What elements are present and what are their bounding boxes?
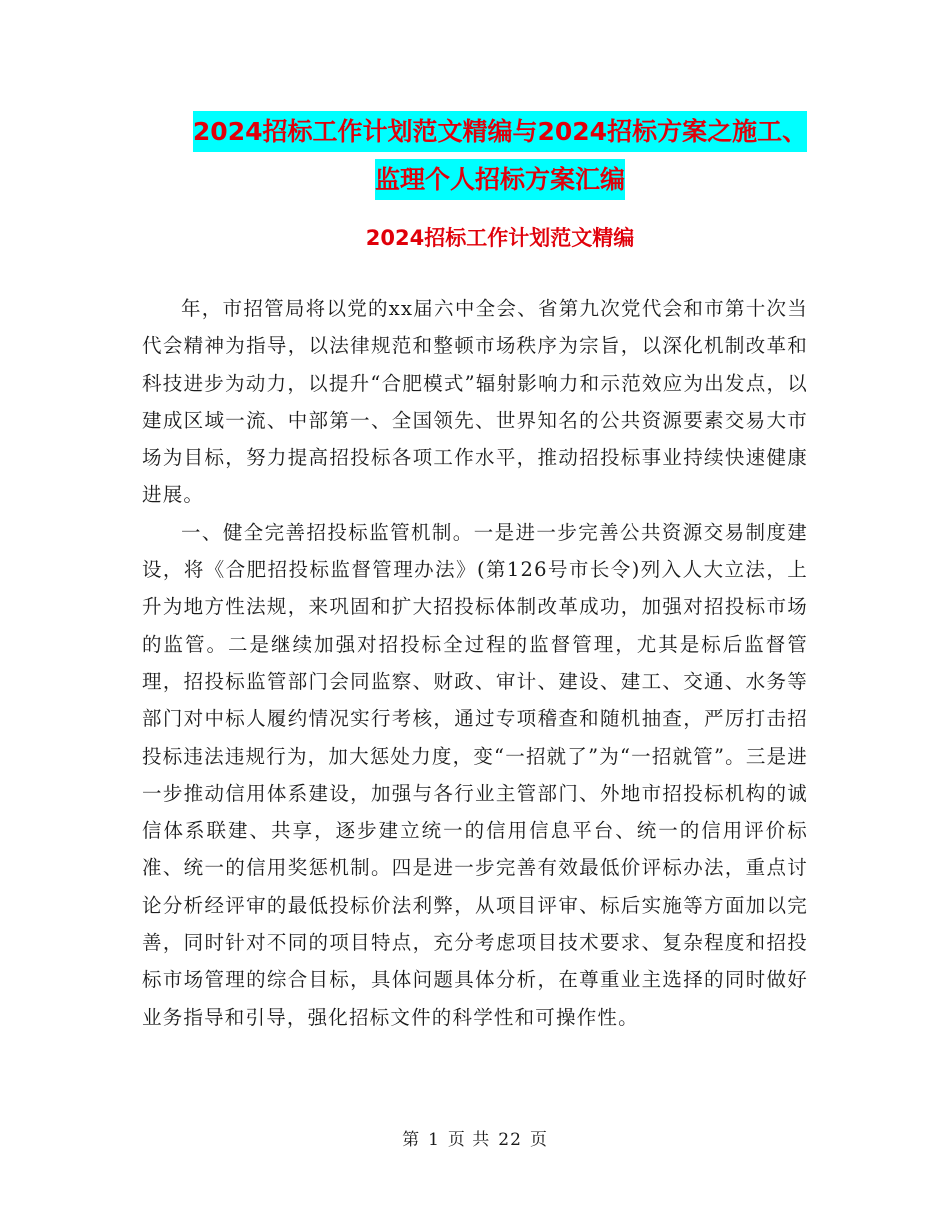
document-title-line-1: 2024招标工作计划范文精编与2024招标方案之施工、	[193, 111, 807, 152]
page-footer	[0, 1128, 950, 1152]
body-text	[142, 290, 808, 1036]
document-title-line-2: 监理个人招标方案汇编	[375, 159, 625, 200]
paragraph-intro: 年，市招管局将以党的xx届六中全会、省第九次党代会和市第十次当代会精神为指导，以法律规范和整顿市场秩序为宗旨，以深化机制改革和科技进步为动力，以提升“合肥模式”辐射影响力和示范效应为出发点，以建成区域一流、中部第一、全国领先、世界知名的公共资源要素交易大市场为目标，努力提高招投标各项工作水平，推动招投标事业持续快速健康进展。	[142, 297, 808, 507]
paragraph-section-one: 一、健全完善招投标监管机制。一是进一步完善公共资源交易制度建设，将《合肥招投标监督管理办法》(第126号市长令)列入人大立法，上升为地方性法规，来巩固和扩大招投标体制改革成功，加强对招投标市场的监管。二是继续加强对招投标全过程的监督管理，尤其是标后监督管理，招投标监管部门会同监察、财政、审计、建设、建工、交通、水务等部门对中标人履约情况实行考核，通过专项稽查和随机抽查，严厉打击招投标违法违规行为，加大惩处力度，变“一招就了”为“一招就管”。三是进一步推动信用体系建设，加强与各行业主管部门、外地市招投标机构的诚信体系联建、共享，逐步建立统一的信用信息平台、统一的信用评价标准、统一的信用奖惩机制。四是进一步完善有效最低价评标办法，重点讨论分析经评审的最低投标价法利弊，从项目评审、标后实施等方面加以完善，同时针对不同的项目特点，充分考虑项目技术要求、复杂程度和招投标市场管理的综合目标，具体问题具体分析，在尊重业主选择的同时做好业务指导和引导，强化招标文件的科学性和可操作性。	[142, 520, 808, 1029]
section-title: 2024招标工作计划范文精编	[365, 226, 635, 250]
footer-prefix: 第	[402, 1130, 421, 1150]
footer-middle: 页 共	[447, 1130, 491, 1150]
document-title	[140, 108, 860, 204]
footer-page-number: 1	[428, 1130, 440, 1150]
footer-total-pages: 22	[498, 1130, 522, 1150]
footer-suffix: 页	[529, 1130, 548, 1150]
